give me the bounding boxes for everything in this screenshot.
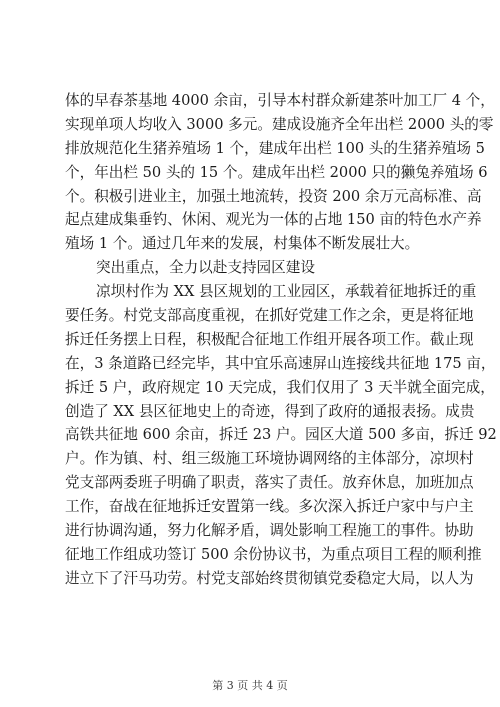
text-line: 要任务。村党支部高度重视，在抓好党建工作之余，更是将征地	[65, 307, 474, 325]
text-line: 殖场 1 个。通过几年来的发展，村集体不断发展壮大。	[65, 235, 420, 253]
text-line: 实现单项人均收入 3000 多元。建成设施齐全年出栏 2000 头的零	[65, 115, 494, 133]
text-line: 征地工作组成功签订 500 余份协议书，为重点项目工程的顺利推	[65, 545, 482, 563]
section-heading: 突出重点，全力以赴支持园区建设	[96, 259, 315, 277]
text-line: 拆迁任务摆上日程，积极配合征地工作组开展各项工作。截止现	[65, 330, 474, 348]
text-line: 拆迁 5 户，政府规定 10 天完成，我们仅用了 3 天半就全面完成，	[65, 378, 495, 396]
text-line: 进立下了汗马功劳。村党支部始终贯彻镇党委稳定大局，以人为	[65, 569, 474, 587]
page-footer: 第 3 页 共 4 页	[212, 679, 288, 692]
paragraph-1	[65, 89, 495, 256]
text-line: 工作，奋战在征地拆迁安置第一线。多次深入拆迁户家中与户主	[65, 498, 474, 516]
text-line: 进行协调沟通，努力化解矛盾，调处影响工程施工的事件。协助	[65, 522, 474, 540]
text-line: 户。作为镇、村、组三级施工环境协调网络的主体部分，凉坝村	[65, 450, 474, 468]
paragraph-2	[65, 280, 497, 591]
text-line: 排放规范化生猪养殖场 1 个，建成年出栏 100 头的生猪养殖场 5	[65, 139, 485, 157]
text-line: 在，3 条道路已经完毕，其中宜乐高速屏山连接线共征地 175 亩，	[65, 354, 496, 372]
text-line: 起点建成集垂钓、休闲、观光为一体的占地 150 亩的特色水产养	[65, 211, 482, 229]
text-line: 党支部两委班子明确了职责，落实了责任。放弃休息，加班加点	[65, 474, 474, 492]
document-body	[65, 89, 497, 591]
text-line: 体的早春茶基地 4000 余亩，引导本村群众新建茶叶加工厂 4 个，	[65, 92, 495, 109]
text-line: 高铁共征地 600 余亩，拆迁 23 户。园区大道 500 多亩，拆迁 92	[65, 426, 497, 444]
text-line: 个，年出栏 50 头的 15 个。建成年出栏 2000 只的獭兔养殖场 6	[65, 163, 488, 181]
text-line: 个。积极引进业主，加强土地流转，投资 200 余万元高标准、高	[65, 187, 482, 205]
text-line: 凉坝村作为 XX 县区规划的工业园区，承载着征地拆迁的重	[96, 283, 477, 301]
text-line: 创造了 XX 县区征地史上的奇迹，得到了政府的通报表扬。成贵	[65, 402, 475, 420]
